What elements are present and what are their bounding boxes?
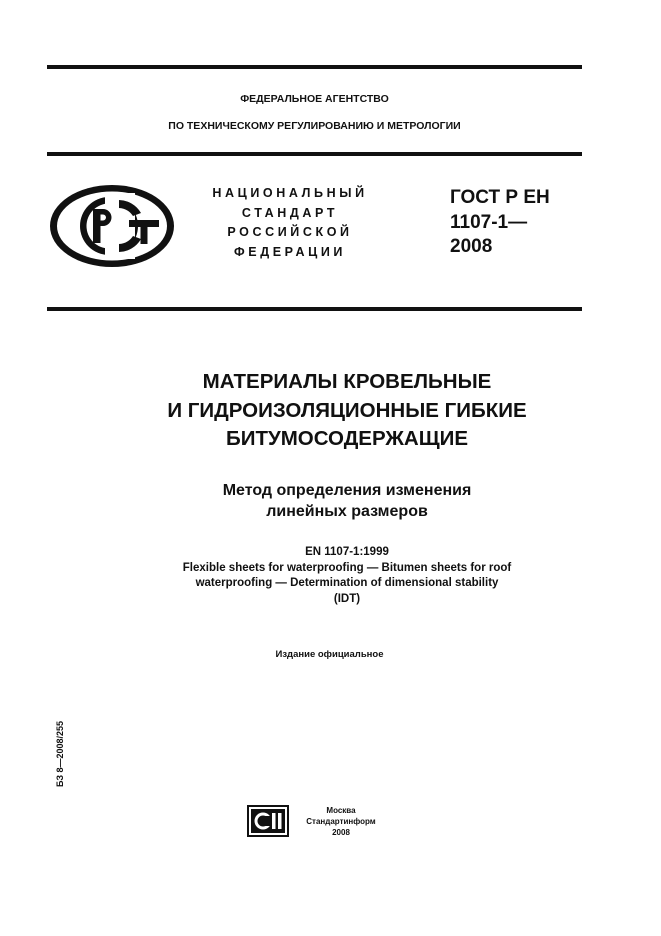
standartinform-logo bbox=[247, 805, 289, 837]
en-reference bbox=[47, 545, 647, 607]
title-divider-rule bbox=[47, 307, 582, 311]
subtitle-line: линейных размеров bbox=[266, 503, 428, 520]
top-rule bbox=[47, 65, 582, 69]
national-standard-label bbox=[200, 184, 380, 262]
agency-line-2: ПО ТЕХНИЧЕСКОМУ РЕГУЛИРОВАНИЮ И МЕТРОЛОГИИ bbox=[168, 120, 461, 132]
gost-number-line: 1107-1— bbox=[450, 211, 528, 233]
subtitle-line: Метод определения изменения bbox=[222, 482, 472, 499]
title-line: БИТУМОСОДЕРЖАЩИЕ bbox=[225, 427, 469, 450]
publisher-year: 2008 bbox=[332, 828, 350, 837]
gost-number-line: ГОСТ Р ЕН bbox=[450, 187, 550, 208]
document-subtitle bbox=[47, 480, 647, 522]
standard-label-line: РОССИЙСКОЙ bbox=[227, 225, 353, 239]
standard-label-line: НАЦИОНАЛЬНЫЙ bbox=[212, 186, 368, 200]
publisher-city: Москва bbox=[326, 806, 356, 815]
gost-r-logo bbox=[47, 183, 177, 269]
side-catalog-code: БЗ 8—2008/255 bbox=[55, 720, 65, 788]
title-line: МАТЕРИАЛЫ КРОВЕЛЬНЫЕ bbox=[202, 370, 492, 393]
standard-label-line: СТАНДАРТ bbox=[241, 205, 339, 220]
standard-label-line: ФЕДЕРАЦИИ bbox=[233, 244, 346, 259]
header-divider-rule bbox=[47, 152, 582, 156]
gost-designation bbox=[450, 186, 550, 260]
idt-marker: (IDT) bbox=[333, 592, 361, 605]
en-code: EN 1107-1:1999 bbox=[305, 546, 389, 558]
gost-number-line: 2008 bbox=[450, 236, 493, 257]
en-title-line: Flexible sheets for waterproofing — Bitumen sheets for roof bbox=[182, 561, 512, 574]
publisher-info bbox=[295, 805, 387, 838]
agency-line-1: ФЕДЕРАЛЬНОЕ АГЕНТСТВО bbox=[240, 93, 389, 105]
en-title-line: waterproofing — Determination of dimensional stability bbox=[195, 577, 499, 589]
title-line: И ГИДРОИЗОЛЯЦИОННЫЕ ГИБКИЕ bbox=[167, 398, 527, 422]
publisher-name: Стандартинформ bbox=[306, 817, 376, 826]
official-edition-label: Издание официальное bbox=[275, 649, 384, 660]
document-title bbox=[47, 368, 647, 454]
